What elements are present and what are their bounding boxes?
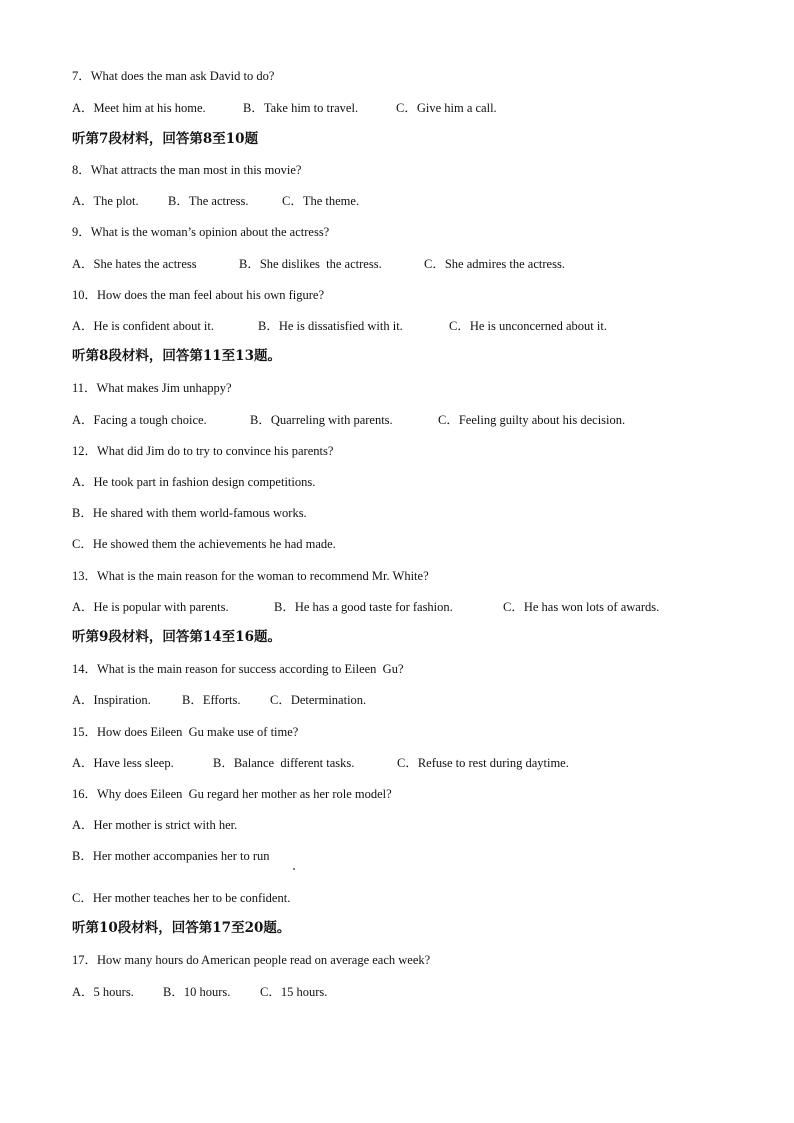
option-a: A．Have less sleep.	[72, 756, 174, 770]
question-14: 14．What is the main reason for success according to Eileen Gu?	[72, 662, 404, 676]
section-heading-9: 听第9段材料，回答第14至16题。	[72, 629, 281, 645]
option-a: A．He is confident about it.	[72, 319, 214, 333]
option-a: A．Her mother is strict with her.	[72, 818, 238, 832]
question-9: 9．What is the woman’s opinion about the actress?	[72, 225, 330, 239]
section-heading-7: 听第7段材料，回答第8至10题	[72, 131, 259, 147]
option-c: C．Feeling guilty about his decision.	[438, 413, 626, 427]
question-17: 17．How many hours do American people read on average each week?	[72, 953, 431, 967]
option-a: A．Facing a tough choice.	[72, 413, 207, 427]
option-b: B．Quarreling with parents.	[250, 413, 393, 427]
option-a: A．Inspiration.	[72, 693, 151, 707]
option-b: B．She dislikes the actress.	[239, 257, 382, 271]
option-a: A．Meet him at his home.	[72, 101, 206, 115]
option-a: A．She hates the actress	[72, 257, 197, 271]
question-8: 8．What attracts the man most in this movie?	[72, 163, 302, 177]
option-c: C．The theme.	[282, 194, 360, 208]
option-c: C．He showed them the achievements he had made.	[72, 537, 336, 551]
question-12: 12．What did Jim do to try to convince his parents?	[72, 444, 334, 458]
option-c: C．Give him a call.	[396, 101, 497, 115]
question-10: 10．How does the man feel about his own figure?	[72, 288, 325, 302]
option-a: A．5 hours.	[72, 985, 134, 999]
question-7: 7．What does the man ask David to do?	[72, 69, 275, 83]
section-heading-10: 听第10段材料，回答第17至20题。	[72, 920, 291, 936]
option-b: B．Take him to travel.	[243, 101, 359, 115]
options-row-17	[72, 984, 328, 1064]
stray-dot	[293, 868, 295, 870]
question-11: 11．What makes Jim unhappy?	[72, 381, 232, 395]
option-b: B．Balance different tasks.	[213, 756, 355, 770]
question-16: 16．Why does Eileen Gu regard her mother as her role model?	[72, 787, 392, 801]
option-a: A．The plot.	[72, 194, 139, 208]
option-a: A．He is popular with parents.	[72, 600, 229, 614]
section-heading-8: 听第8段材料，回答第11至13题。	[72, 348, 281, 364]
option-c: C．Determination.	[270, 693, 367, 707]
option-b: B．He has a good taste for fashion.	[274, 600, 453, 614]
option-c: C．He is unconcerned about it.	[449, 319, 607, 333]
question-13: 13．What is the main reason for the woman to recommend Mr. White?	[72, 569, 429, 583]
option-c: C．She admires the actress.	[424, 257, 565, 271]
option-c: C．Refuse to rest during daytime.	[397, 756, 569, 770]
option-c: C．15 hours.	[260, 985, 328, 999]
option-b: B．He shared with them world-famous works.	[72, 506, 307, 520]
option-c: C．He has won lots of awards.	[503, 600, 660, 614]
option-b: B．Her mother accompanies her to run	[72, 849, 270, 863]
question-15: 15．How does Eileen Gu make use of time?	[72, 725, 299, 739]
option-b: B．10 hours.	[163, 985, 231, 999]
option-b: B．Efforts.	[182, 693, 241, 707]
option-c: C．Her mother teaches her to be confident.	[72, 891, 291, 905]
option-b: B．He is dissatisfied with it.	[258, 319, 403, 333]
option-b: B．The actress.	[168, 194, 249, 208]
option-a: A．He took part in fashion design competitions.	[72, 475, 316, 489]
